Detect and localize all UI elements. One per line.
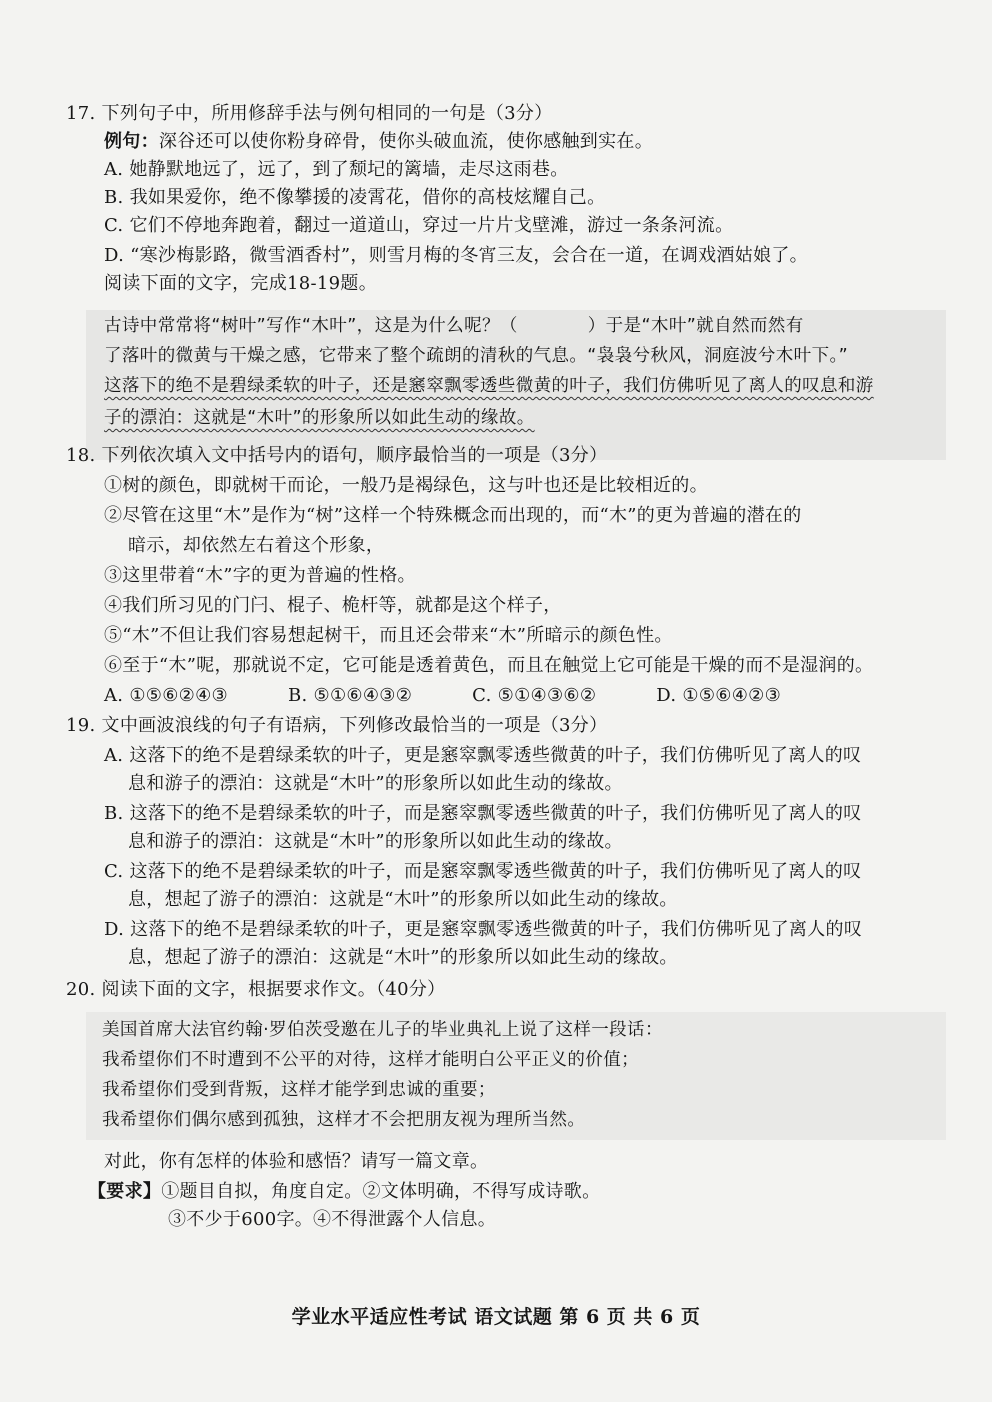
q18-sentence-5: ⑤“木”不但让我们容易想起树干，而且还会带来“木”所暗示的颜色性。: [104, 625, 673, 646]
q18-sentence-3: ③这里带着“木”字的更为普遍的性格。: [104, 565, 416, 586]
q19-option-d-line1: D. 这落下的绝不是碧绿柔软的叶子，更是窸窣飘零透些微黄的叶子，我们仿佛听见了离人的叹: [104, 919, 863, 940]
q19-option-a-line1: A. 这落下的绝不是碧绿柔软的叶子，更是窸窣飘零透些微黄的叶子，我们仿佛听见了离人的叹: [104, 745, 862, 766]
q20-quote-line-4: 我希望你们偶尔感到孤独，这样才不会把朋友视为理所当然。: [102, 1110, 586, 1130]
passage-line-1a: 古诗中常常将“树叶”写作“木叶”，这是为什么呢？（: [104, 316, 518, 336]
q17-option-a: A. 她静默地远了，远了，到了颓圮的篱墙，走尽这雨巷。: [104, 159, 569, 180]
q20-requirements-text-1: ①题目自拟，角度自定。②文体明确，不得写成诗歌。: [161, 1181, 601, 1202]
q18-option-c: C. ⑤①④③⑥②: [472, 685, 597, 706]
q19-option-b-line2: 息和游子的漂泊：这就是“木叶”的形象所以如此生动的缘故。: [128, 831, 623, 852]
q18-stem: 18. 下列依次填入文中括号内的语句，顺序最恰当的一项是（3分）: [66, 445, 608, 466]
q19-option-c-line2: 息，想起了游子的漂泊：这就是“木叶”的形象所以如此生动的缘故。: [128, 889, 678, 910]
q18-option-d: D. ①⑤⑥④②③: [656, 685, 782, 706]
q20-requirements-2: ③不少于600字。④不得泄露个人信息。: [168, 1209, 497, 1230]
q18-option-a: A. ①⑤⑥②④③: [104, 685, 228, 706]
passage-line-1b: ）于是“木叶”就自然而然有: [587, 316, 804, 336]
q20-requirements-label: 【要求】: [88, 1181, 162, 1202]
q17-example-label: 例句：: [104, 131, 159, 152]
q18-options: [104, 684, 781, 708]
q17-stem: 17. 下列句子中，所用修辞手法与例句相同的一句是（3分）: [66, 103, 553, 124]
passage-line-4-wavy: 子的漂泊：这就是“木叶”的形象所以如此生动的缘故。: [104, 408, 535, 428]
page-footer: 学业水平适应性考试 语文试题 第 6 页 共 6 页: [291, 1306, 701, 1328]
passage-line-3-wavy: 这落下的绝不是碧绿柔软的叶子，还是窸窣飘零透些微黄的叶子，我们仿佛听见了离人的叹息和游: [104, 376, 874, 396]
q19-option-b-line1: B. 这落下的绝不是碧绿柔软的叶子，而是窸窣飘零透些微黄的叶子，我们仿佛听见了离人的叹: [104, 803, 862, 824]
q19-stem: 19. 文中画波浪线的句子有语病，下列修改最恰当的一项是（3分）: [66, 715, 608, 736]
q18-sentence-4: ④我们所习见的门闩、棍子、桅杆等，就都是这个样子，: [104, 595, 562, 616]
q20-quote-line-3: 我希望你们受到背叛，这样才能学到忠诚的重要；: [102, 1080, 496, 1100]
q17-option-b: B. 我如果爱你，绝不像攀援的凌霄花，借你的高枝炫耀自己。: [104, 187, 606, 208]
reading-intro: 阅读下面的文字，完成18-19题。: [104, 273, 377, 294]
q20-quote-line-2: 我希望你们不时遭到不公平的对待，这样才能明白公平正义的价值；: [102, 1050, 639, 1070]
q18-sentence-2a: ②尽管在这里“木”是作为“树”这样一个特殊概念而出现的，而“木”的更为普遍的潜在的: [104, 505, 802, 526]
q20-quote-line-1: 美国首席大法官约翰·罗伯茨受邀在儿子的毕业典礼上说了这样一段话：: [102, 1020, 663, 1040]
q17-option-c: C. 它们不停地奔跑着，翻过一道道山，穿过一片片戈壁滩，游过一条条河流。: [104, 215, 734, 236]
q19-option-a-line2: 息和游子的漂泊：这就是“木叶”的形象所以如此生动的缘故。: [128, 773, 623, 794]
q20-requirements-1: [88, 1180, 600, 1204]
q17-example: [104, 130, 653, 154]
q20-stem: 20. 阅读下面的文字，根据要求作文。（40分）: [66, 979, 446, 1000]
q18-option-b: B. ⑤①⑥④③②: [287, 685, 413, 706]
q19-option-d-line2: 息，想起了游子的漂泊：这就是“木叶”的形象所以如此生动的缘故。: [128, 947, 678, 968]
passage-line-1: [104, 314, 804, 338]
q18-sentence-2b: 暗示，却依然左右着这个形象，: [128, 535, 385, 556]
q20-quote-box: [86, 1012, 946, 1140]
reading-passage: [86, 310, 946, 460]
q18-sentence-6: ⑥至于“木”呢，那就说不定，它可能是透着黄色，而且在触觉上它可能是干燥的而不是湿润的。: [104, 655, 874, 676]
passage-line-2: 了落叶的微黄与干燥之感，它带来了整个疏朗的清秋的气息。“袅袅兮秋风，洞庭波兮木叶下。”: [104, 346, 849, 366]
q18-sentence-1: ①树的颜色，即就树干而论，一般乃是褐绿色，这与叶也还是比较相近的。: [104, 475, 708, 496]
q17-option-d: D. “寒沙梅影路，微雪酒香村”，则雪月梅的冬宵三友，会合在一道，在调戏酒姑娘了。: [104, 245, 808, 266]
q17-example-text: 深谷还可以使你粉身碎骨，使你头破血流，使你感触到实在。: [158, 131, 654, 152]
q19-option-c-line1: C. 这落下的绝不是碧绿柔软的叶子，而是窸窣飘零透些微黄的叶子，我们仿佛听见了离人的叹: [104, 861, 862, 882]
q20-prompt: 对此，你有怎样的体验和感悟？请写一篇文章。: [104, 1151, 489, 1172]
